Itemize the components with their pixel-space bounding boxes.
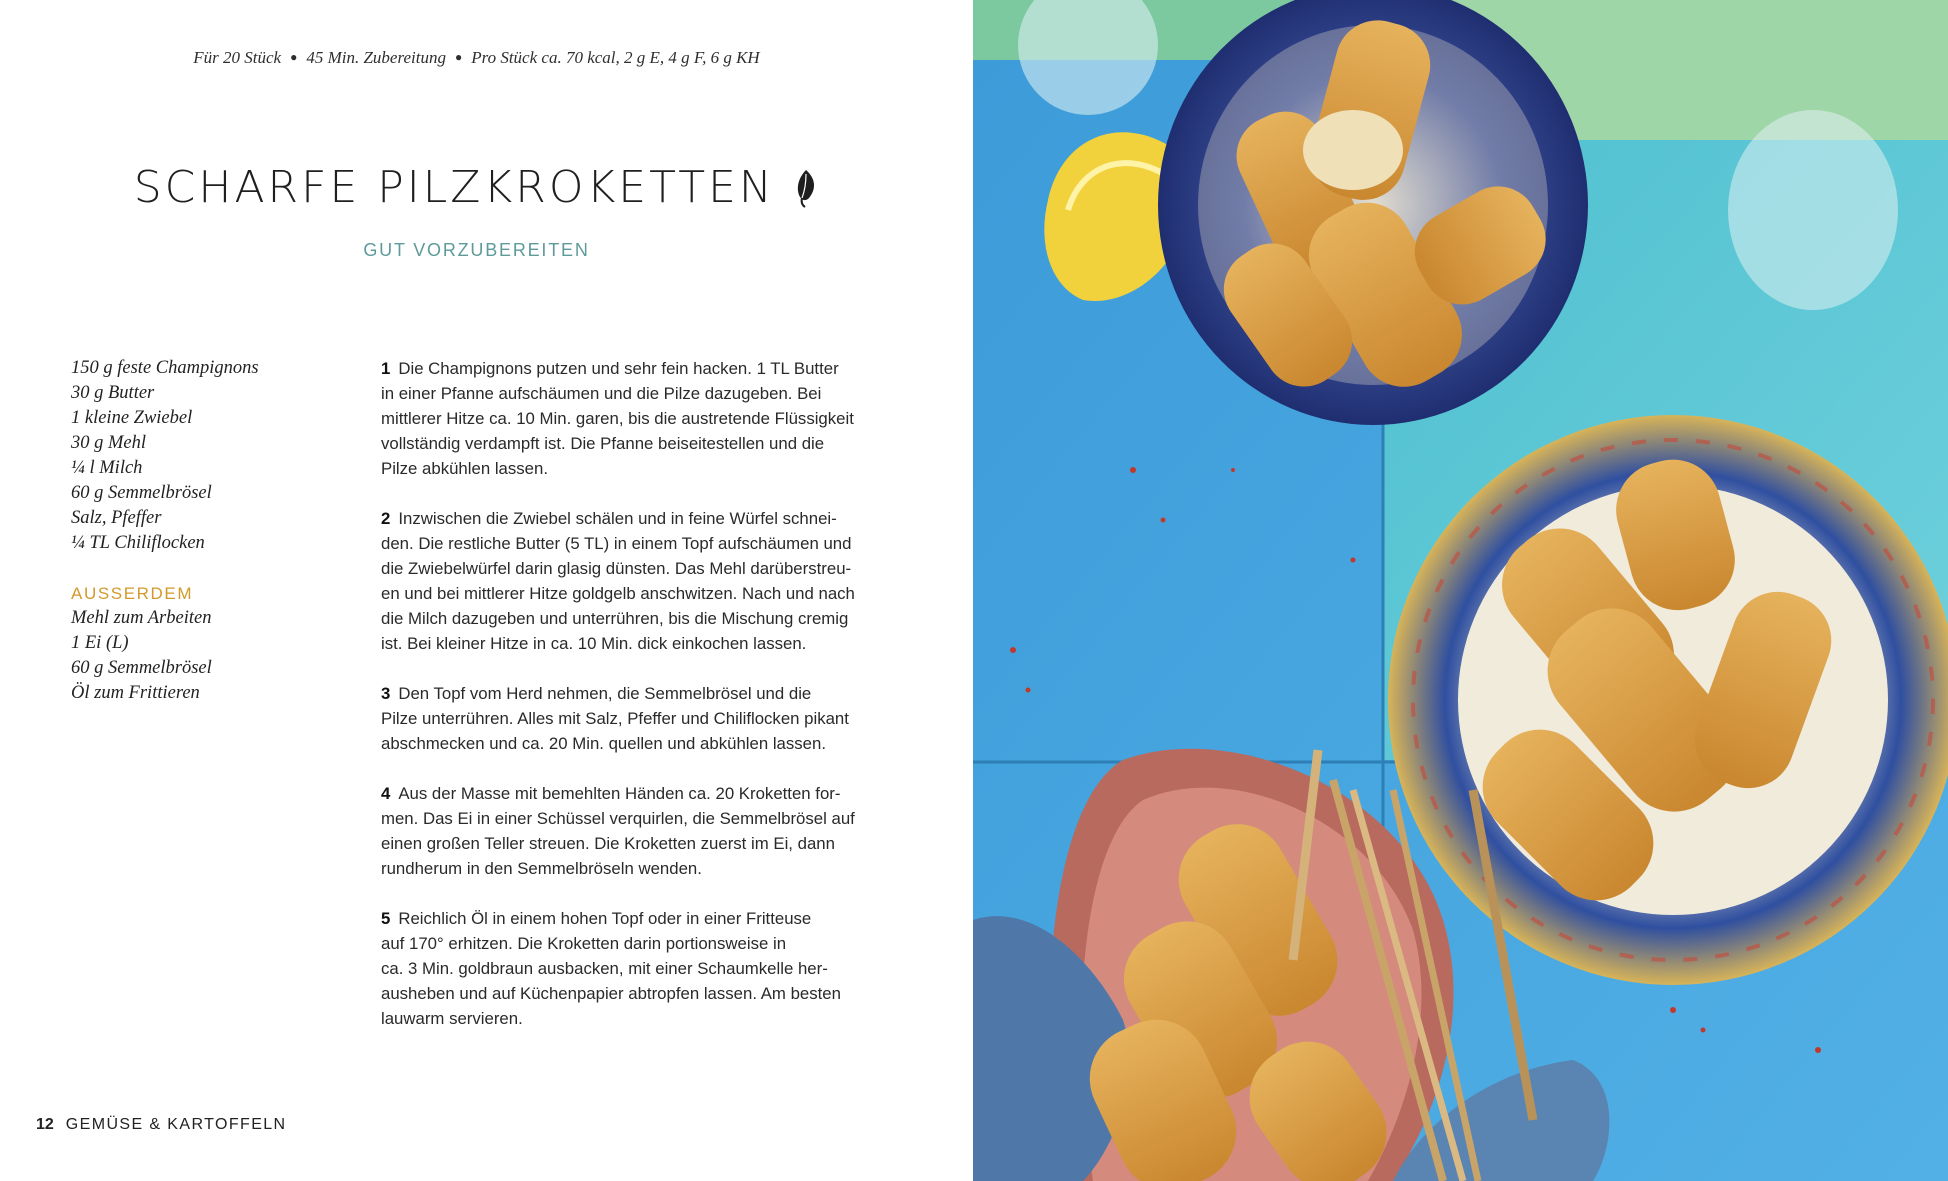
croquettes-photo-illustration	[973, 0, 1948, 1181]
step-number: 4	[381, 784, 391, 803]
recipe-title: SCHARFE PILZKROKETTEN	[133, 162, 775, 213]
step-3	[381, 681, 901, 756]
step-2	[381, 506, 901, 656]
step-text: Aus der Masse mit bemehlten Händen ca. 20 Kroketten for- men. Das Ei in einer Schüssel verquirlen, die Semmelbrösel auf einen großen Teller streuen. Die Kroketten zuerst im Ei, dann rundherum in den Semmelbröseln wenden.	[381, 784, 855, 878]
ingredient-item: 60 g Semmelbrösel	[71, 658, 212, 678]
step-text: Reichlich Öl in einem hohen Topf oder in einer Fritteuse auf 170° erhitzen. Die Kroketten darin portionsweise in ca. 3 Min. goldbraun ausbacken, mit einer Schaumkelle her- ausheben und auf Küchenpapier abtropfen lassen. Am besten lauwarm servieren.	[381, 909, 841, 1028]
ingredient-item: 60 g Semmelbrösel	[71, 483, 212, 503]
section-name: GEMÜSE & KARTOFFELN	[65, 1116, 287, 1133]
ingredient-item: 30 g Butter	[71, 383, 155, 403]
water-glass-icon	[1728, 110, 1898, 310]
step-number: 5	[381, 909, 391, 928]
ingredient-item: ¼ TL Chiliflocken	[71, 533, 205, 553]
ingredient-item: Öl zum Frittieren	[71, 683, 200, 703]
step-number: 2	[381, 509, 391, 528]
page-number: 12	[36, 1116, 54, 1133]
prep-time-text: 45 Min. Zubereitung	[306, 48, 446, 67]
extra-ingredients	[71, 606, 341, 706]
recipe-subtitle: GUT VORZUBEREITEN	[363, 240, 590, 260]
step-5	[381, 906, 901, 1031]
ingredient-item: 1 Ei (L)	[71, 633, 129, 653]
ingredient-item: ¼ l Milch	[71, 458, 143, 478]
page-footer	[36, 1116, 287, 1134]
servings-text: Für 20 Stück	[193, 48, 282, 67]
step-text: Inzwischen die Zwiebel schälen und in feine Würfel schnei- den. Die restliche Butter (5 TL) in einem Topf aufschäumen und die Zwiebelwürfel darin glasig dünsten. Das Mehl darüberstreu- en und bei mittlerer Hitze goldgelb anschwitzen. Nach und nach die Milch dazugeben und unterrühren, bis die Mischung cremig ist. Bei kleiner Hitze in ca. 10 Min. dick einkochen lassen.	[381, 509, 855, 653]
recipe-page	[0, 0, 973, 1181]
separator-dot: ●	[290, 50, 298, 64]
step-4	[381, 781, 901, 881]
ingredient-item: 150 g feste Champignons	[71, 358, 259, 378]
step-1	[381, 356, 901, 481]
recipe-meta-line	[0, 48, 953, 68]
step-text: Die Champignons putzen und sehr fein hacken. 1 TL Butter in einer Pfanne aufschäumen und die Pilze dazugeben. Bei mittlerer Hitze ca. 10 Min. garen, bis die austretende Flüssigkeit vollständig verdampft ist. Die Pfanne beiseitestellen und die Pilze abkühlen lassen.	[381, 359, 854, 478]
ingredient-item: Salz, Pfeffer	[71, 508, 162, 528]
instruction-steps	[381, 356, 901, 1056]
step-number: 3	[381, 684, 391, 703]
ingredient-item: 1 kleine Zwiebel	[71, 408, 193, 428]
food-photo	[973, 0, 1948, 1181]
main-ingredients	[71, 356, 341, 556]
ingredient-item: Mehl zum Arbeiten	[71, 608, 212, 628]
extra-ingredients-heading: AUSSERDEM	[71, 584, 194, 603]
ingredients-list	[71, 356, 341, 706]
nutrition-text: Pro Stück ca. 70 kcal, 2 g E, 4 g F, 6 g KH	[471, 48, 760, 67]
separator-dot: ●	[454, 50, 463, 64]
ingredient-item: 30 g Mehl	[71, 433, 147, 453]
step-text: Den Topf vom Herd nehmen, die Semmelbrösel und die Pilze unterrühren. Alles mit Salz, Pfeffer und Chiliflocken pikant abschmecken und ca. 20 Min. quellen und abkühlen lassen.	[381, 684, 849, 753]
leaf-icon	[793, 168, 819, 208]
title-row	[0, 162, 953, 213]
step-number: 1	[381, 359, 391, 378]
